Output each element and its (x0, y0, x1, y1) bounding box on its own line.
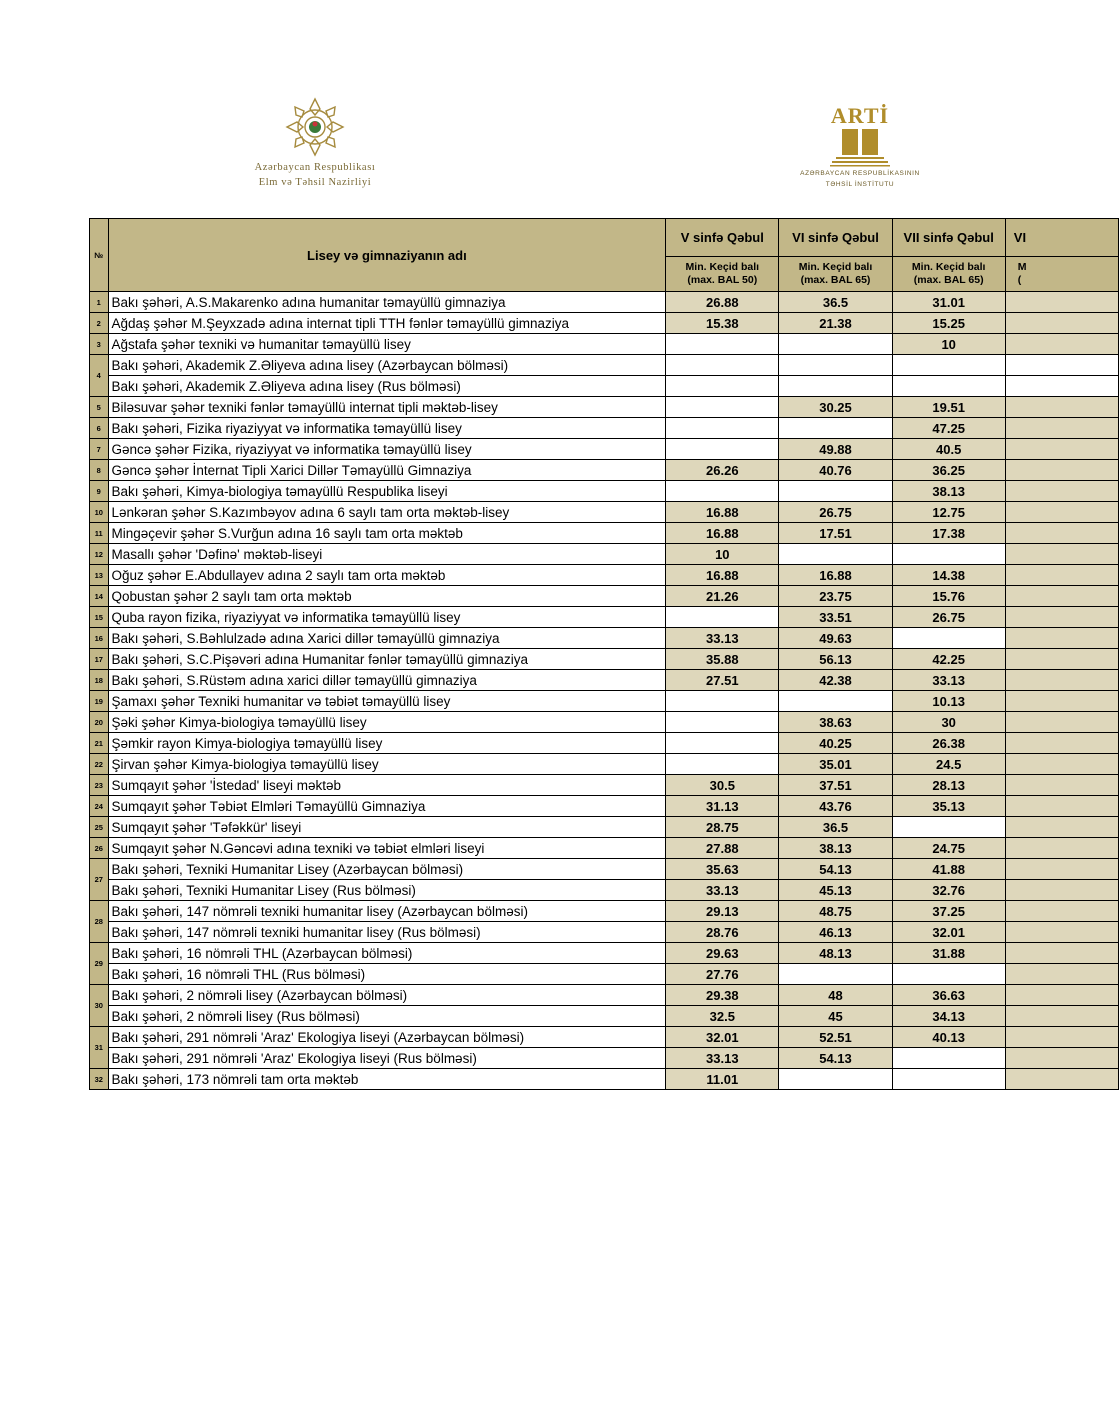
score-grade-vi: 52.51 (779, 1027, 892, 1048)
score-grade-vi (779, 1069, 892, 1090)
school-name: Bakı şəhəri, S.C.Pişəvəri adına Humanitar fənlər təmayüllü gimnaziya (108, 649, 666, 670)
row-number: 23 (90, 775, 109, 796)
score-grade-v (666, 691, 779, 712)
table-row (90, 544, 1119, 565)
score-grade-viii (1005, 817, 1118, 838)
row-number: 21 (90, 733, 109, 754)
score-grade-vii: 14.38 (892, 565, 1005, 586)
school-name: Ağdaş şəhər M.Şeyxzadə adına internat tipli TTH fənlər təmayüllü gimnaziya (108, 313, 666, 334)
score-grade-vi: 48 (779, 985, 892, 1006)
school-name: Gəncə şəhər İnternat Tipli Xarici Dillər Təmayüllü Gimnaziya (108, 460, 666, 481)
score-grade-vi: 36.5 (779, 817, 892, 838)
score-grade-v: 35.63 (666, 859, 779, 880)
school-name: Bakı şəhəri, Kimya-biologiya təmayüllü Respublika liseyi (108, 481, 666, 502)
score-grade-v (666, 334, 779, 355)
table-row (90, 355, 1119, 376)
score-grade-vii (892, 817, 1005, 838)
row-number: 17 (90, 649, 109, 670)
table-row (90, 670, 1119, 691)
row-number: 24 (90, 796, 109, 817)
column-subheader-grade-v (666, 257, 779, 292)
admission-scores-table-wrap (89, 218, 1027, 1090)
score-grade-vii: 28.13 (892, 775, 1005, 796)
score-grade-vi: 45.13 (779, 880, 892, 901)
score-grade-vi (779, 334, 892, 355)
row-number: 20 (90, 712, 109, 733)
column-subheader-grade-vii (892, 257, 1005, 292)
row-number: 19 (90, 691, 109, 712)
table-row (90, 439, 1119, 460)
score-grade-v: 33.13 (666, 1048, 779, 1069)
book-icon (830, 127, 890, 167)
score-grade-v (666, 376, 779, 397)
table-row (90, 775, 1119, 796)
table-row (90, 712, 1119, 733)
score-grade-vi: 35.01 (779, 754, 892, 775)
table-row (90, 754, 1119, 775)
score-grade-vi (779, 355, 892, 376)
score-grade-vi: 54.13 (779, 1048, 892, 1069)
min-score-label: Min. Keçid balı (685, 261, 760, 273)
score-grade-vii: 15.25 (892, 313, 1005, 334)
score-grade-v: 21.26 (666, 586, 779, 607)
table-row (90, 691, 1119, 712)
table-row (90, 838, 1119, 859)
score-grade-vi: 49.88 (779, 439, 892, 460)
row-number: 11 (90, 523, 109, 544)
table-row (90, 859, 1119, 880)
score-grade-vi (779, 544, 892, 565)
score-grade-v (666, 418, 779, 439)
row-number: 27 (90, 859, 109, 901)
school-name: Bakı şəhəri, 291 nömrəli 'Araz' Ekologiya liseyi (Rus bölməsi) (108, 1048, 666, 1069)
score-grade-vii: 24.75 (892, 838, 1005, 859)
score-grade-viii (1005, 1006, 1118, 1027)
table-row (90, 964, 1119, 985)
score-grade-viii (1005, 901, 1118, 922)
row-number: 1 (90, 292, 109, 313)
score-grade-vi (779, 376, 892, 397)
ornament-emblem-icon (282, 95, 348, 159)
table-row (90, 565, 1119, 586)
score-grade-vi: 48.75 (779, 901, 892, 922)
school-name: Bakı şəhəri, 2 nömrəli lisey (Rus bölməsi) (108, 1006, 666, 1027)
score-grade-viii (1005, 565, 1118, 586)
score-grade-vii: 34.13 (892, 1006, 1005, 1027)
score-grade-vi: 49.63 (779, 628, 892, 649)
row-number: 6 (90, 418, 109, 439)
score-grade-vi: 45 (779, 1006, 892, 1027)
school-name: Qobustan şəhər 2 saylı tam orta məktəb (108, 586, 666, 607)
table-row (90, 481, 1119, 502)
score-grade-viii (1005, 418, 1118, 439)
score-grade-v: 30.5 (666, 775, 779, 796)
score-grade-vii: 12.75 (892, 502, 1005, 523)
school-name: Quba rayon fizika, riyaziyyat və informatika təmayüllü lisey (108, 607, 666, 628)
score-grade-vi (779, 691, 892, 712)
score-grade-v: 33.13 (666, 880, 779, 901)
score-grade-viii (1005, 670, 1118, 691)
table-row (90, 334, 1119, 355)
score-grade-viii (1005, 523, 1118, 544)
score-grade-v: 27.51 (666, 670, 779, 691)
score-grade-v: 28.76 (666, 922, 779, 943)
score-grade-viii (1005, 628, 1118, 649)
score-grade-vii: 24.5 (892, 754, 1005, 775)
score-grade-v: 33.13 (666, 628, 779, 649)
row-number: 28 (90, 901, 109, 943)
row-number: 5 (90, 397, 109, 418)
institute-brand: ARTİ (830, 103, 890, 128)
school-name: Şamaxı şəhər Texniki humanitar və təbiət təmayüllü lisey (108, 691, 666, 712)
school-name: Bakı şəhəri, 173 nömrəli tam orta məktəb (108, 1069, 666, 1090)
score-grade-viii (1005, 712, 1118, 733)
score-grade-viii (1005, 607, 1118, 628)
score-grade-vii: 41.88 (892, 859, 1005, 880)
row-number: 31 (90, 1027, 109, 1069)
school-name: Bakı şəhəri, 2 nömrəli lisey (Azərbaycan bölməsi) (108, 985, 666, 1006)
score-grade-viii (1005, 586, 1118, 607)
score-grade-vii: 32.76 (892, 880, 1005, 901)
school-name: Sumqayıt şəhər 'Təfəkkür' liseyi (108, 817, 666, 838)
row-number: 14 (90, 586, 109, 607)
score-grade-vii: 36.25 (892, 460, 1005, 481)
score-grade-vii: 31.88 (892, 943, 1005, 964)
score-grade-vii (892, 1069, 1005, 1090)
table-row (90, 292, 1119, 313)
score-grade-viii (1005, 1069, 1118, 1090)
score-grade-viii (1005, 775, 1118, 796)
score-grade-vii (892, 355, 1005, 376)
school-name: Bakı şəhəri, Akademik Z.Əliyeva adına lisey (Rus bölməsi) (108, 376, 666, 397)
score-grade-vi: 56.13 (779, 649, 892, 670)
score-grade-vi: 16.88 (779, 565, 892, 586)
table-row (90, 1048, 1119, 1069)
table-row (90, 502, 1119, 523)
score-grade-vi: 46.13 (779, 922, 892, 943)
score-grade-v: 29.63 (666, 943, 779, 964)
score-grade-vii: 15.76 (892, 586, 1005, 607)
table-row (90, 397, 1119, 418)
score-grade-viii (1005, 376, 1118, 397)
score-grade-v: 32.01 (666, 1027, 779, 1048)
score-grade-viii (1005, 502, 1118, 523)
row-number: 26 (90, 838, 109, 859)
min-score-label: Min. Keçid balı (798, 261, 873, 273)
table-row (90, 985, 1119, 1006)
score-grade-vii (892, 544, 1005, 565)
score-grade-viii (1005, 439, 1118, 460)
score-grade-viii (1005, 292, 1118, 313)
score-grade-vi: 23.75 (779, 586, 892, 607)
school-name: Bakı şəhəri, S.Rüstəm adına xarici dillər təmayüllü gimnaziya (108, 670, 666, 691)
score-grade-viii (1005, 460, 1118, 481)
row-number: 8 (90, 460, 109, 481)
school-name: Bakı şəhəri, 147 nömrəli texniki humanitar lisey (Azərbaycan bölməsi) (108, 901, 666, 922)
max-score-label: (max. BAL 65) (800, 274, 871, 286)
row-number: 13 (90, 565, 109, 586)
school-name: Şəmkir rayon Kimya-biologiya təmayüllü lisey (108, 733, 666, 754)
score-grade-v: 31.13 (666, 796, 779, 817)
score-grade-vii: 17.38 (892, 523, 1005, 544)
row-number: 4 (90, 355, 109, 397)
school-name: Bakı şəhəri, Texniki Humanitar Lisey (Azərbaycan bölməsi) (108, 859, 666, 880)
ministry-name-line2: Elm və Təhsil Nazirliyi (258, 177, 372, 188)
score-grade-v: 16.88 (666, 565, 779, 586)
institute-name-line2: TƏHSİL İNSTİTUTU (825, 181, 895, 188)
score-grade-vi: 54.13 (779, 859, 892, 880)
score-grade-viii (1005, 1027, 1118, 1048)
score-grade-viii (1005, 397, 1118, 418)
score-grade-vii: 26.38 (892, 733, 1005, 754)
row-number: 3 (90, 334, 109, 355)
score-grade-vii: 10 (892, 334, 1005, 355)
column-subheader-grade-viii (1005, 257, 1118, 292)
table-row (90, 1069, 1119, 1090)
score-grade-viii (1005, 838, 1118, 859)
ministry-name-line1: Azərbaycan Respublikası (254, 162, 376, 173)
score-grade-viii (1005, 355, 1118, 376)
row-number: 29 (90, 943, 109, 985)
school-name: Bakı şəhəri, 291 nömrəli 'Araz' Ekologiya liseyi (Azərbaycan bölməsi) (108, 1027, 666, 1048)
column-header-grade-vii: VII sinfə Qəbul (892, 219, 1005, 257)
score-grade-viii (1005, 964, 1118, 985)
score-grade-viii (1005, 922, 1118, 943)
score-grade-v (666, 481, 779, 502)
school-name: Bakı şəhəri, Fizika riyaziyyat və informatika təmayüllü lisey (108, 418, 666, 439)
table-row (90, 649, 1119, 670)
table-row (90, 1006, 1119, 1027)
institute-name-line1: AZƏRBAYCAN RESPUBLİKASININ (800, 170, 920, 177)
column-header-name: Lisey və gimnaziyanın adı (108, 219, 666, 292)
table-row (90, 796, 1119, 817)
school-name: Ağstafa şəhər texniki və humanitar təmayüllü lisey (108, 334, 666, 355)
score-grade-vi: 38.63 (779, 712, 892, 733)
score-grade-vii (892, 628, 1005, 649)
score-grade-viii (1005, 796, 1118, 817)
score-grade-v: 26.26 (666, 460, 779, 481)
school-name: Bakı şəhəri, Akademik Z.Əliyeva adına lisey (Azərbaycan bölməsi) (108, 355, 666, 376)
score-grade-vii: 31.01 (892, 292, 1005, 313)
table-row (90, 628, 1119, 649)
score-grade-v: 29.13 (666, 901, 779, 922)
score-grade-viii (1005, 1048, 1118, 1069)
score-grade-viii (1005, 544, 1118, 565)
score-grade-vii: 40.5 (892, 439, 1005, 460)
score-grade-v (666, 733, 779, 754)
score-grade-v: 26.88 (666, 292, 779, 313)
school-name: Oğuz şəhər E.Abdullayev adına 2 saylı tam orta məktəb (108, 565, 666, 586)
score-grade-v (666, 754, 779, 775)
score-grade-vi (779, 964, 892, 985)
score-grade-vi: 36.5 (779, 292, 892, 313)
school-name: Bakı şəhəri, S.Bəhlulzadə adına Xarici dillər təmayüllü gimnaziya (108, 628, 666, 649)
score-grade-vi: 40.25 (779, 733, 892, 754)
score-grade-v: 11.01 (666, 1069, 779, 1090)
score-grade-viii (1005, 649, 1118, 670)
score-grade-vii: 33.13 (892, 670, 1005, 691)
score-grade-vi (779, 418, 892, 439)
score-grade-vii: 42.25 (892, 649, 1005, 670)
score-grade-viii (1005, 943, 1118, 964)
score-grade-vii: 36.63 (892, 985, 1005, 1006)
score-grade-vi: 33.51 (779, 607, 892, 628)
row-number: 15 (90, 607, 109, 628)
school-name: Sumqayıt şəhər 'İstedad' liseyi məktəb (108, 775, 666, 796)
score-grade-vii: 19.51 (892, 397, 1005, 418)
row-number: 9 (90, 481, 109, 502)
score-grade-vi: 43.76 (779, 796, 892, 817)
score-grade-v: 16.88 (666, 502, 779, 523)
score-grade-viii (1005, 859, 1118, 880)
column-subheader-grade-vi (779, 257, 892, 292)
max-score-label: (max. BAL 65) (913, 274, 984, 286)
min-score-label: Min. Keçid balı (911, 261, 986, 273)
score-grade-vi: 42.38 (779, 670, 892, 691)
school-name: Sumqayıt şəhər Təbiət Elmləri Təmayüllü Gimnaziya (108, 796, 666, 817)
school-name: Bakı şəhəri, Texniki Humanitar Lisey (Rus bölməsi) (108, 880, 666, 901)
table-row (90, 313, 1119, 334)
score-grade-vii: 38.13 (892, 481, 1005, 502)
score-grade-vi: 26.75 (779, 502, 892, 523)
score-grade-viii (1005, 880, 1118, 901)
table-row (90, 880, 1119, 901)
score-grade-vii: 37.25 (892, 901, 1005, 922)
score-grade-vi: 17.51 (779, 523, 892, 544)
score-grade-vii: 40.13 (892, 1027, 1005, 1048)
score-grade-vi: 48.13 (779, 943, 892, 964)
score-grade-v: 32.5 (666, 1006, 779, 1027)
table-row (90, 1027, 1119, 1048)
school-name: Bakı şəhəri, 147 nömrəli texniki humanitar lisey (Rus bölməsi) (108, 922, 666, 943)
score-grade-viii (1005, 691, 1118, 712)
school-name: Gəncə şəhər Fizika, riyaziyyat və informatika təmayüllü lisey (108, 439, 666, 460)
score-grade-vii: 26.75 (892, 607, 1005, 628)
row-number: 16 (90, 628, 109, 649)
score-grade-vii: 32.01 (892, 922, 1005, 943)
row-number: 2 (90, 313, 109, 334)
score-grade-vi: 21.38 (779, 313, 892, 334)
table-body (90, 292, 1119, 1090)
table-row (90, 586, 1119, 607)
score-grade-vii: 35.13 (892, 796, 1005, 817)
table-row (90, 376, 1119, 397)
table-row (90, 901, 1119, 922)
admission-scores-table (89, 218, 1119, 1090)
score-grade-v: 10 (666, 544, 779, 565)
score-grade-v (666, 397, 779, 418)
score-grade-v: 27.88 (666, 838, 779, 859)
score-grade-v: 16.88 (666, 523, 779, 544)
score-grade-vii (892, 376, 1005, 397)
school-name: Bakı şəhəri, 16 nömrəli THL (Rus bölməsi) (108, 964, 666, 985)
score-grade-viii (1005, 481, 1118, 502)
table-row (90, 943, 1119, 964)
max-score-label: ( (1017, 274, 1022, 286)
school-name: Bakı şəhəri, A.S.Makarenko adına humanitar təmayüllü gimnaziya (108, 292, 666, 313)
row-number: 10 (90, 502, 109, 523)
table-row (90, 607, 1119, 628)
school-name: Mingəçevir şəhər S.Vurğun adına 16 saylı tam orta məktəb (108, 523, 666, 544)
row-number: 18 (90, 670, 109, 691)
score-grade-v: 27.76 (666, 964, 779, 985)
school-name: Şəki şəhər Kimya-biologiya təmayüllü lisey (108, 712, 666, 733)
score-grade-vii: 47.25 (892, 418, 1005, 439)
min-score-label: M (1017, 261, 1027, 273)
row-number: 12 (90, 544, 109, 565)
row-number: 22 (90, 754, 109, 775)
table-row (90, 817, 1119, 838)
score-grade-v: 28.75 (666, 817, 779, 838)
row-number: 25 (90, 817, 109, 838)
score-grade-v (666, 355, 779, 376)
score-grade-viii (1005, 334, 1118, 355)
score-grade-vii (892, 1048, 1005, 1069)
score-grade-vi: 37.51 (779, 775, 892, 796)
institute-logo (785, 105, 935, 200)
school-name: Masallı şəhər 'Dəfinə' məktəb-liseyi (108, 544, 666, 565)
table-row (90, 733, 1119, 754)
score-grade-v (666, 607, 779, 628)
column-header-grade-vi: VI sinfə Qəbul (779, 219, 892, 257)
table-row (90, 418, 1119, 439)
score-grade-v: 29.38 (666, 985, 779, 1006)
score-grade-viii (1005, 733, 1118, 754)
score-grade-v (666, 439, 779, 460)
score-grade-vi (779, 481, 892, 502)
score-grade-vii: 10.13 (892, 691, 1005, 712)
score-grade-vi: 30.25 (779, 397, 892, 418)
row-number: 32 (90, 1069, 109, 1090)
school-name: Bakı şəhəri, 16 nömrəli THL (Azərbaycan bölməsi) (108, 943, 666, 964)
table-row (90, 523, 1119, 544)
column-header-no: № (90, 219, 109, 292)
column-header-grade-v: V sinfə Qəbul (666, 219, 779, 257)
score-grade-viii (1005, 754, 1118, 775)
row-number: 7 (90, 439, 109, 460)
score-grade-vii: 30 (892, 712, 1005, 733)
score-grade-viii (1005, 313, 1118, 334)
row-number: 30 (90, 985, 109, 1027)
column-header-grade-viii: VI (1005, 219, 1118, 257)
table-row (90, 922, 1119, 943)
school-name: Sumqayıt şəhər N.Gəncəvi adına texniki və təbiət elmləri liseyi (108, 838, 666, 859)
school-name: Biləsuvar şəhər texniki fənlər təmayüllü internat tipli məktəb-lisey (108, 397, 666, 418)
max-score-label: (max. BAL 50) (687, 274, 758, 286)
score-grade-vi: 40.76 (779, 460, 892, 481)
score-grade-vii (892, 964, 1005, 985)
score-grade-viii (1005, 985, 1118, 1006)
score-grade-vi: 38.13 (779, 838, 892, 859)
table-row (90, 460, 1119, 481)
score-grade-v: 15.38 (666, 313, 779, 334)
school-name: Lənkəran şəhər S.Kazımbəyov adına 6 saylı tam orta məktəb-lisey (108, 502, 666, 523)
score-grade-v: 35.88 (666, 649, 779, 670)
score-grade-v (666, 712, 779, 733)
ministry-logo (225, 95, 405, 195)
school-name: Şirvan şəhər Kimya-biologiya təmayüllü lisey (108, 754, 666, 775)
